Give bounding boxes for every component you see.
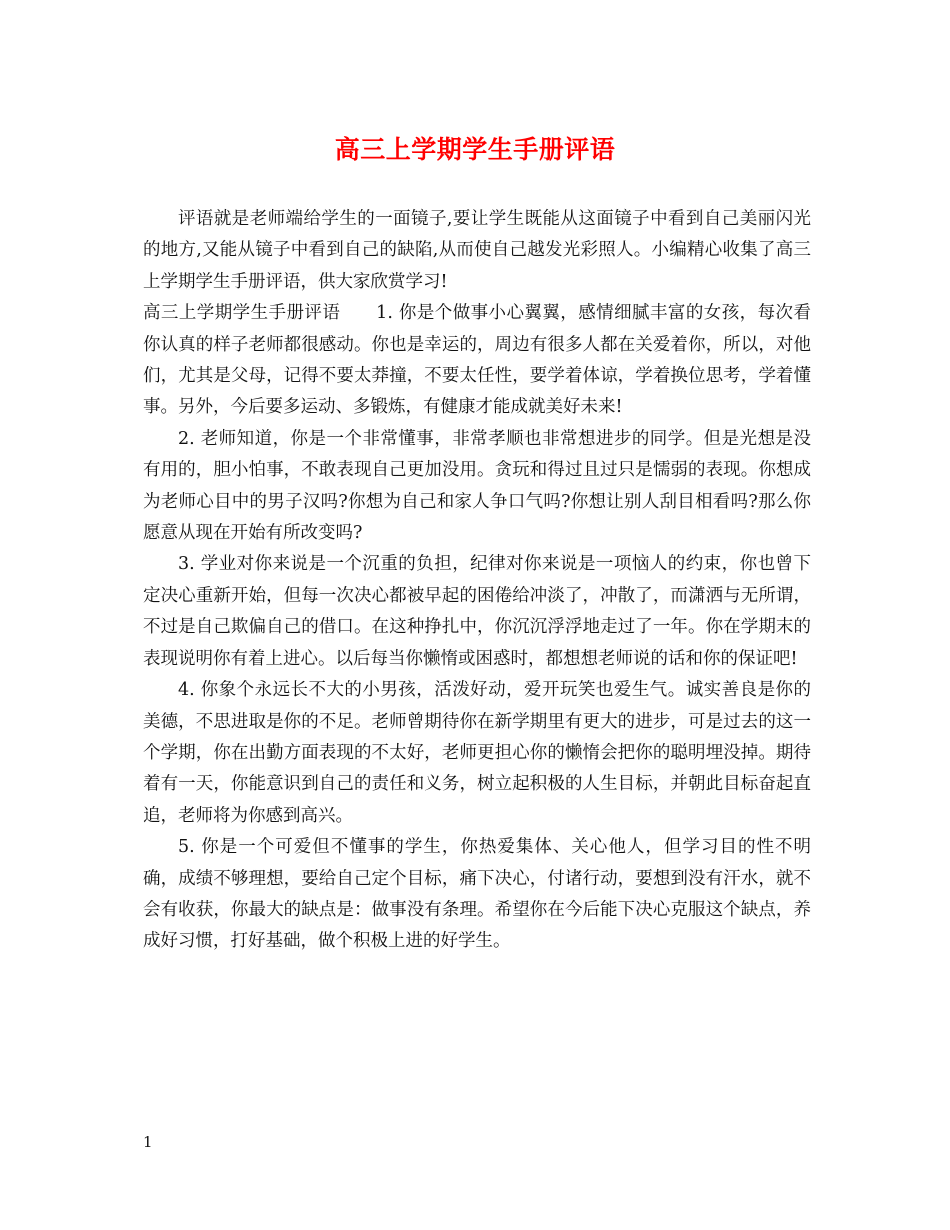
- comment-paragraph-3: 3. 学业对你来说是一个沉重的负担，纪律对你来说是一项恼人的约束，你也曾下定决心重新开始，但每一次决心都被早起的困倦给冲淡了，冲散了，而潇洒与无所谓，不过是自己欺偏自己的借口。在这种挣扎中，你沉沉浮浮地走过了一年。你在学期末的表现说明你有着上进心。以后每当你懒惰或困惑时，都想想老师说的话和你的保证吧!: [143, 554, 811, 669]
- document-body: [143, 204, 811, 958]
- page-number: 1: [143, 1133, 153, 1151]
- comment-paragraph-4: 4. 你象个永远长不大的小男孩，活泼好动，爱开玩笑也爱生气。诚实善良是你的美德，不思进取是你的不足。老师曾期待你在新学期里有更大的进步，可是过去的这一个学期，你在出勤方面表现的不太好，老师更担心你的懒惰会把你的聪明埋没掉。期待着有一天，你能意识到自己的责任和义务，树立起积极的人生目标，并朝此目标奋起直追，老师将为你感到高兴。: [143, 680, 811, 826]
- comment-paragraph-5: 5. 你是一个可爱但不懂事的学生，你热爱集体、关心他人，但学习目的性不明确，成绩不够理想，要给自己定个目标，痛下决心，付诸行动，要想到没有汗水，就不会有收获，你最大的缺点是：做事没有条理。希望你在今后能下决心克服这个缺点，养成好习惯，打好基础，做个积极上进的好学生。: [143, 837, 811, 952]
- comment-paragraph-2: 2. 老师知道，你是一个非常懂事，非常孝顺也非常想进步的同学。但是光想是没有用的，胆小怕事，不敢表现自己更加没用。贪玩和得过且过只是懦弱的表现。你想成为老师心目中的男子汉吗?你想为自己和家人争口气吗?你想让别人刮目相看吗?那么你愿意从现在开始有所改变吗?: [143, 428, 811, 544]
- document-title: 高三上学期学生手册评语: [334, 135, 616, 164]
- intro-paragraph: 评语就是老师端给学生的一面镜子,要让学生既能从这面镜子中看到自己美丽闪光的地方,又能从镜子中看到自己的缺陷,从而使自己越发光彩照人。小编精心收集了高三上学期学生手册评语，供大家欣赏学习!: [143, 209, 811, 292]
- comment-paragraph-1: 高三上学期学生手册评语 1. 你是个做事小心翼翼，感情细腻丰富的女孩，每次看你认真的样子老师都很感动。你也是幸运的，周边有很多人都在关爱着你，所以，对他们，尤其是父母，记得不要太莽撞，不要太任性，要学着体谅，学着换位思考，学着懂事。另外，今后要多运动、多锻炼，有健康才能成就美好未来!: [143, 303, 811, 418]
